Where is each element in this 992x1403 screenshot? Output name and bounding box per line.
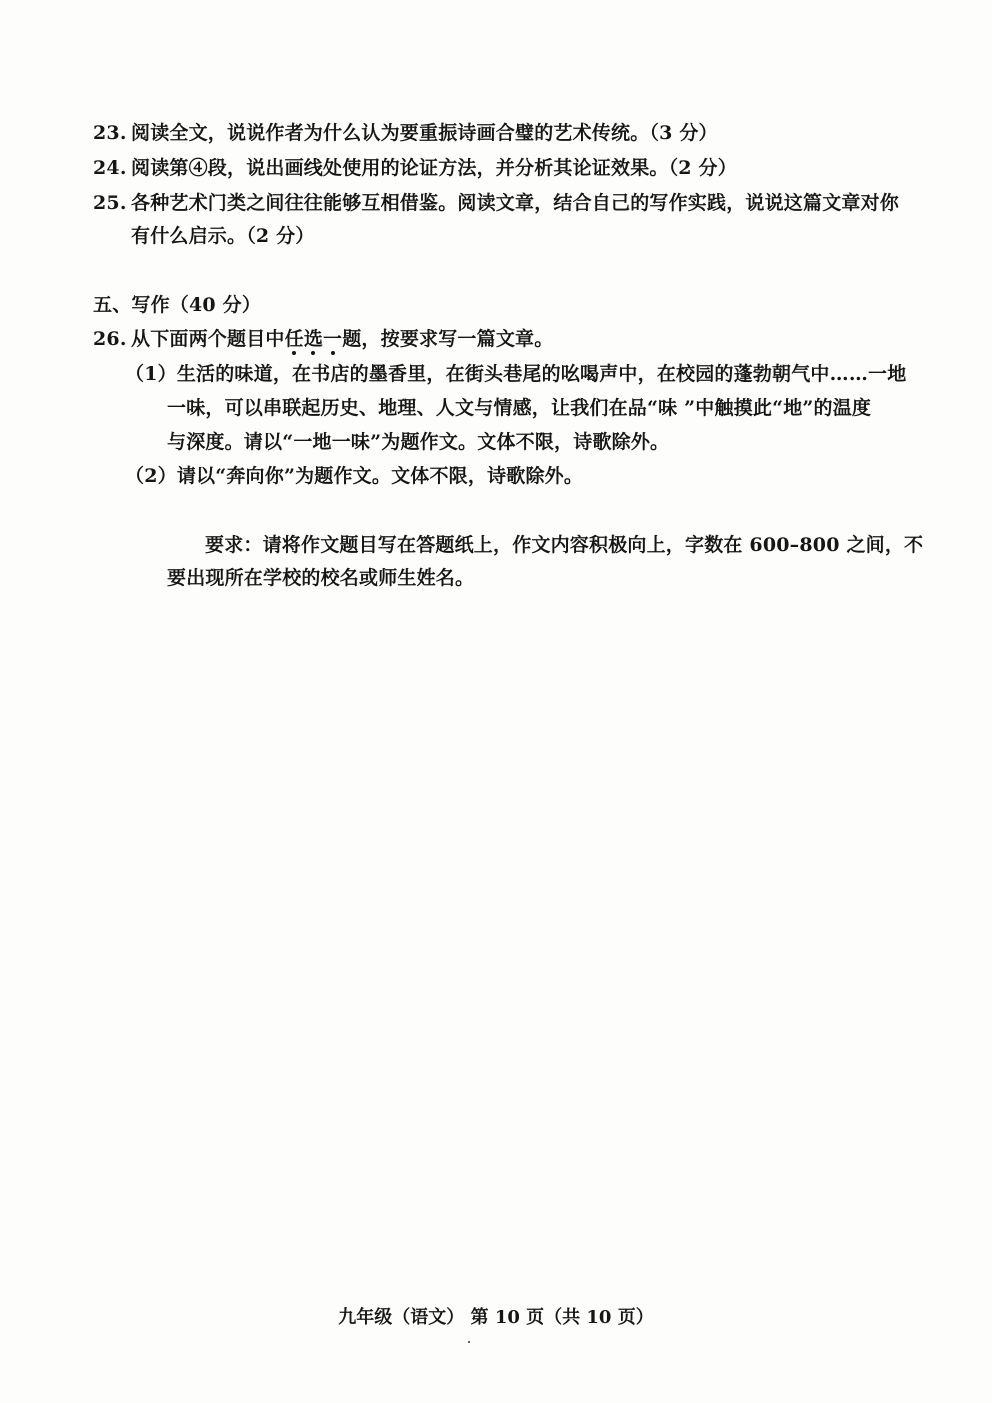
question-text: 阅读第④段，说出画线处使用的论证方法，并分析其论证效果。（2 分） xyxy=(131,157,737,179)
question-23 xyxy=(93,120,718,146)
question-24 xyxy=(93,155,737,181)
scan-speck xyxy=(468,1341,470,1343)
question-number: 26. xyxy=(93,328,127,350)
page-footer: 九年级（语文） 第 10 页（共 10 页） xyxy=(338,1307,654,1328)
emphasis-char: 一 xyxy=(323,328,343,350)
question-number: 25. xyxy=(93,192,127,214)
question-number: 23. xyxy=(93,122,127,144)
question-text: 阅读全文，说说作者为什么认为要重振诗画合璧的艺术传统。（3 分） xyxy=(131,122,718,144)
question-text-pre: 从下面两个题目中 xyxy=(131,328,285,350)
option-1-line-3: 与深度。请以“一地一味”为题作文。文体不限，诗歌除外。 xyxy=(167,431,670,453)
option-2: （2）请以“奔向你”为题作文。文体不限，诗歌除外。 xyxy=(125,465,584,487)
option-1-line-1: （1）生活的味道，在书店的墨香里，在街头巷尾的吆喝声中，在校园的蓬勃朝气中……一地 xyxy=(125,363,907,385)
question-number: 24. xyxy=(93,157,127,179)
emphasis-char: 任 xyxy=(284,328,304,350)
option-1-line-2: 一味，可以串联起历史、地理、人文与情感，让我们在品“味 ”中触摸此“地”的温度 xyxy=(167,397,872,419)
question-text-post: 题，按要求写一篇文章。 xyxy=(342,328,554,350)
section-title: 五、写作（40 分） xyxy=(93,294,262,316)
requirement-line-2: 要出现所在学校的校名或师生姓名。 xyxy=(167,567,475,589)
question-26 xyxy=(93,326,553,352)
emphasis-char: 选 xyxy=(303,328,324,350)
question-text: 各种艺术门类之间往往能够互相借鉴。阅读文章，结合自己的写作实践，说说这篇文章对你 xyxy=(131,192,900,214)
question-text: 有什么启示。（2 分） xyxy=(131,225,315,247)
question-25 xyxy=(93,190,899,216)
requirement-line-1: 要求：请将作文题目写在答题纸上，作文内容积极向上，字数在 600–800 之间，不 xyxy=(205,534,924,556)
question-25-continued xyxy=(131,223,315,249)
